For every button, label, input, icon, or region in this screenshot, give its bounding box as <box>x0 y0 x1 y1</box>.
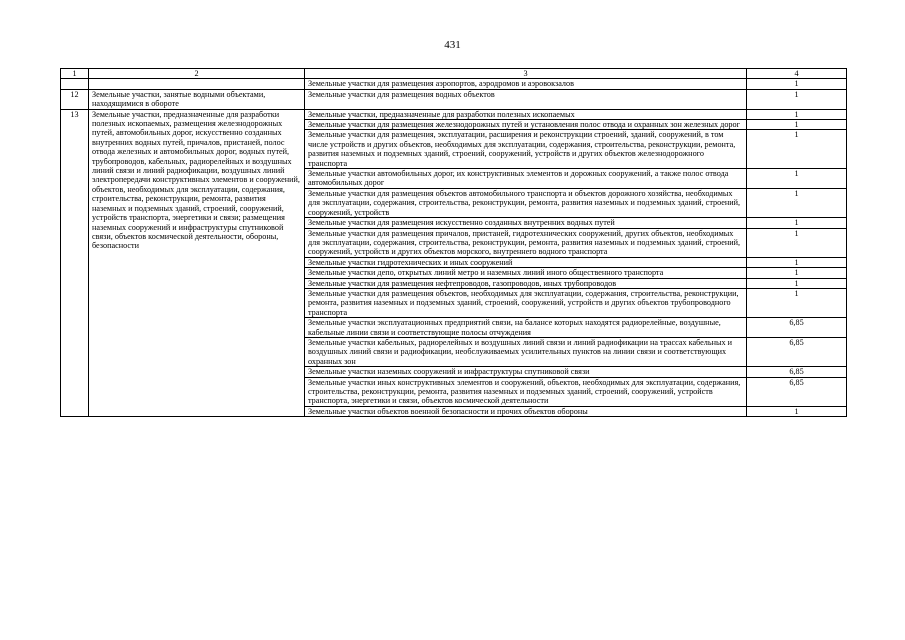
row-value: 1 <box>747 188 847 217</box>
row-value: 1 <box>747 268 847 278</box>
row-description: Земельные участки для размещения искусственно созданных внутренних водных путей <box>305 218 747 228</box>
row-value: 6,85 <box>747 377 847 406</box>
row-number: 13 <box>61 109 89 417</box>
table-row <box>61 109 847 119</box>
header-col-2: 2 <box>89 69 305 79</box>
row-description: Земельные участки для размещения причалов, пристаней, гидротехнических сооружений, других объектов, необходимых для эксплуатации, содержания, строительства, реконструкции, ремонта, развития наземных и подземных зданий, строений, сооружений, устройств и других объектов морского, внутреннего водного транспорта <box>305 228 747 257</box>
row-description: Земельные участки наземных сооружений и инфраструктуры спутниковой связи <box>305 367 747 377</box>
row-description: Земельные участки для размещения объектов, необходимых для эксплуатации, содержания, строительства, реконструкции, ремонта, развития наземных и подземных зданий, строений, сооружений, устройств и других объектов трубопроводного транспорта <box>305 288 747 317</box>
header-col-4: 4 <box>747 69 847 79</box>
row-value: 1 <box>747 89 847 109</box>
row-value: 6,85 <box>747 337 847 366</box>
page-number: 431 <box>444 39 461 51</box>
row-description: Земельные участки кабельных, радиорелейных и воздушных линий связи и линий радиофикации на трассах кабельных и воздушных линий связи и радиофикации, необслуживаемых усилительных пунктов на линии связи и соответствующих охранных зон <box>305 337 747 366</box>
table-row <box>61 79 847 89</box>
table-row <box>61 89 847 109</box>
row-description: Земельные участки эксплуатационных предприятий связи, на балансе которых находятся радиорелейные, воздушные, кабельные линии связи и соответствующие полосы отчуждения <box>305 318 747 338</box>
row-value: 1 <box>747 257 847 267</box>
row-value: 6,85 <box>747 367 847 377</box>
row-value: 1 <box>747 169 847 189</box>
row-description: Земельные участки для размещения аэропортов, аэродромов и аэровокзалов <box>305 79 747 89</box>
row-category: Земельные участки, занятые водными объектами, находящимися в обороте <box>89 89 305 109</box>
row-description: Земельные участки для размещения, эксплуатации, расширения и реконструкции строений, зданий, сооружений, в том числе устройств и других объектов, необходимых для эксплуатации, содержания, строительства, реконструкции, ремонта, развития наземных и подземных зданий, строений, сооружений, устройств и других объектов железнодорожного транспорта <box>305 130 747 169</box>
row-value: 1 <box>747 288 847 317</box>
row-category <box>89 79 305 89</box>
row-description: Земельные участки гидротехнических и иных сооружений <box>305 257 747 267</box>
row-value: 1 <box>747 120 847 130</box>
row-description: Земельные участки иных конструктивных элементов и сооружений, объектов, необходимых для эксплуатации, содержания, строительства, реконструкции, ремонта, развития наземных и подземных зданий, строений, сооружений, устройств транспорта, энергетики и связи, объектов космической деятельности <box>305 377 747 406</box>
row-value: 1 <box>747 218 847 228</box>
rates-table <box>60 68 847 417</box>
row-description: Земельные участки для размещения водных объектов <box>305 89 747 109</box>
header-col-3: 3 <box>305 69 747 79</box>
row-value: 1 <box>747 130 847 169</box>
row-description: Земельные участки, предназначенные для разработки полезных ископаемых <box>305 109 747 119</box>
row-number: 12 <box>61 89 89 109</box>
row-value: 1 <box>747 406 847 416</box>
row-value: 1 <box>747 278 847 288</box>
row-number <box>61 79 89 89</box>
row-category: Земельные участки, предназначенные для разработки полезных ископаемых, размещения железнодорожных путей, автомобильных дорог, искусственно созданных внутренних водных путей, причалов, пристаней, полос отвода железных и автомобильных дорог, водных путей, трубопроводов, кабельных, радиорелейных и воздушных линий связи и линий радиофикации, воздушных линий электропередачи конструктивных элементов и сооружений, объектов, необходимых для эксплуатации, содержания, строительства, реконструкции, ремонта, развития наземных и подземных зданий, строений, сооружений, устройств транспорта, энергетики и связи; размещения наземных сооружений и инфраструктуры спутниковой связи, объектов космической деятельности, обороны, безопасности <box>89 109 305 417</box>
row-description: Земельные участки автомобильных дорог, их конструктивных элементов и дорожных сооружений, а также полос отвода автомобильных дорог <box>305 169 747 189</box>
row-description: Земельные участки депо, открытых линий метро и наземных линий иного общественного транспорта <box>305 268 747 278</box>
row-value: 1 <box>747 228 847 257</box>
row-value: 6,85 <box>747 318 847 338</box>
row-value: 1 <box>747 79 847 89</box>
row-description: Земельные участки для размещения нефтепроводов, газопроводов, иных трубопроводов <box>305 278 747 288</box>
row-value: 1 <box>747 109 847 119</box>
header-col-1: 1 <box>61 69 89 79</box>
row-description: Земельные участки для размещения железнодорожных путей и установления полос отвода и охранных зон железных дорог <box>305 120 747 130</box>
row-description: Земельные участки для размещения объектов автомобильного транспорта и объектов дорожного хозяйства, необходимых для эксплуатации, содержания, строительства, реконструкции, ремонта, развития наземных и подземных зданий, строений, сооружений, устройств <box>305 188 747 217</box>
header-row <box>61 69 847 79</box>
row-description: Земельные участки объектов военной безопасности и прочих объектов обороны <box>305 406 747 416</box>
